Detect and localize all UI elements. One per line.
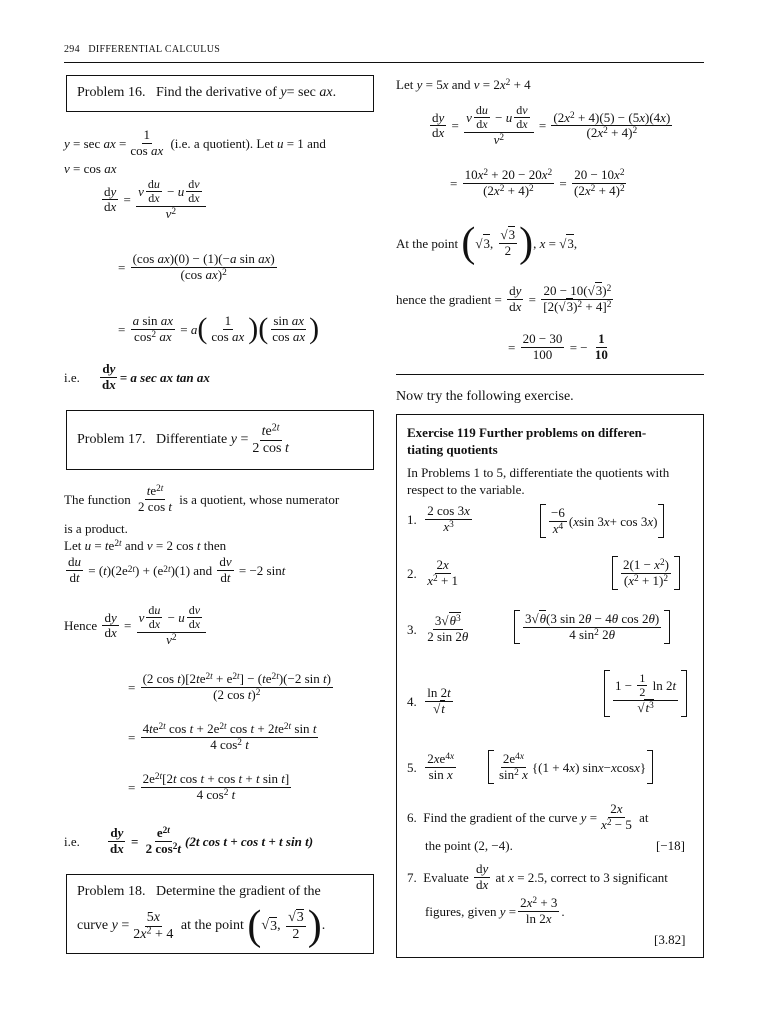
p16-result-text: = a sec ax tan ax [119,369,210,385]
p16-line1: y = sec ax = $\frac{1}{\text{cos ax}}$ (i.e. a quotient). Let u = 1 and [64,127,326,158]
and-text: and [307,135,326,151]
exercise-a6: [−18] [656,838,685,853]
problem-16-box [66,75,374,112]
exercise-a4: 1 − $\frac{1}{2}$ ln 2 t $√t^3$ [604,670,687,717]
ie-label: i.e. [64,369,80,385]
p17-step3: = $\frac{2e^{2t}[2t \cos t + \cos t + t \sin t]}{4 \cos^2 t}$ [128,771,290,802]
q-number: 4. [407,693,417,709]
p17-let-line: Let $u = te^{2t}$ and v = 2 cos t then [64,538,227,553]
var-ax: ax [319,85,333,100]
p16-quotient-rule: $\frac{dy}{dx}$ = v $\frac{du}{dx}$ − u $\frac{dv}{dx}$ $v^2$ [100,178,208,221]
exercise-q7: 7. Evaluate $\frac{dy}{dx}$ at x = 2.5, correct to 3 significant [407,861,668,892]
hence-gradient-text: hence the gradient [396,291,492,307]
p17-fn-line: The function $\frac{te^{2t}}{\text{2 cos t}}$ is a quotient, whose numerator [64,483,340,514]
q-number: 6. [407,809,417,825]
p17-hence: Hence $\frac{dy}{dx}$ = v $\frac{du}{dx}$ − u $\frac{dv}{dx}$ $v^2$ [64,604,208,647]
is-product: is a product. [64,521,128,536]
at-point-text: At the point [396,235,459,251]
exercise-q7-line2: figures, given y = $\frac{2x^2 + 3}{\ln 2x}$ . [425,895,565,926]
q-number: 5. [407,759,417,775]
q6-at: at [639,809,649,825]
q6-point: the point (2, −4). [425,838,513,853]
p16-v-def: v = cos ax [64,161,117,176]
problem-18-label: Problem 18. [77,884,146,899]
exercise-q3: 3. $\frac{3√\theta^3}{2 \sin 2\theta}$ [407,613,469,644]
exercise-q4: 4. $\frac{\ln 2t}{√t}$ [407,685,451,716]
let-text: Let [64,538,82,553]
problem-17-text: Differentiate [155,432,228,447]
right-gradient: hence the gradient = $\frac{dy}{dx}$ = $\frac{20 - 10(√3)^2}{[2(√3)^2 + 4]^2}$ [396,283,612,314]
problem-17-label: Problem 17. [77,432,146,447]
exercise-q1: 1. $\frac{2 \cos 3x}{x^3}$ [407,503,470,534]
p16-result: i.e. $\frac{dy}{dx}$ = a sec ax tan ax [64,361,210,392]
now-try-text: Now try the following exercise. [396,389,574,404]
p17-result: i.e. $\frac{dy}{dx}$ = $\frac{e^{2t}}{2 \cos^2t}$ (2t cos t + cos t + t sin t) [64,825,314,856]
header-title: DIFFERENTIAL CALCULUS [88,44,221,55]
right-step2: = $\frac{10x^2 + 20 - 20x^2}{(2x^2 + 4)^2}$ = $\frac{20 - 10x^2}{(2x^2 + 4)^2}$ [450,167,625,198]
exercise-title: Exercise 119 Further problems on differen- [407,425,647,440]
exercise-title-2: tiating quotients [407,442,498,457]
exercise-a5: $\frac{2e^{4x}}{\sin^2 x}$ {(1 + 4 x ) sin x − x cos x } [488,750,653,784]
let-text: Let [396,77,414,92]
fn-intro: The function [64,491,131,507]
var-y: y [280,85,287,100]
header-rule [64,62,704,63]
right-final: = $\frac{20 - 30}{100}$ = − $\frac{1}{10}$ [508,331,608,362]
ie-label: i.e. [64,833,80,849]
exercise-intro: In Problems 1 to 5, differentiate the quotients with respect to the variable. [407,465,670,497]
exercise-q6: 6. Find the gradient of the curve y = $\frac{2x}{x^2 - 5}$ at [407,801,649,832]
hence-text: Hence [64,618,98,634]
q6-text: Find the gradient of the curve [423,809,578,825]
problem-17-box: Problem 17. Differentiate y = $\frac{te^{2t}}{\text{2 cos t}}$ [66,410,374,470]
page-number: 294 [64,44,80,55]
eq-sec: = sec [286,85,316,100]
p17-derivs: $\frac{du}{dt}$ = ( t )(2e 2t ) + (e 2t )(1) and $\frac{dv}{dt}$ = −2 sin t [68,554,286,585]
curve-text: curve [77,918,109,933]
problem-16-label: Problem 16. [77,85,146,100]
p16-step2: = $\frac{\text{(cos ax)(0) − (1)(−a sin ax)}}{(\cos ax)^2}$ [118,251,275,282]
right-let-line: Let y = 5x and $v = 2x^2 + 4$ [396,77,531,92]
right-at-point: At the point ( √ 3 , $\frac{√3}{2}$ ) , x = √ 3 , [396,220,578,266]
frac-1-cosax: $\frac{1}{\text{cos ax}}$ [130,127,164,158]
exercise-q5: 5. $\frac{2xe^{4x}}{\text{sin x}}$ [407,751,455,782]
problem-18-text: Determine the gradient of the [155,884,321,899]
q-number: 1. [407,511,417,527]
exercise-a7: [3.82] [654,932,686,947]
p17-step2: = $\frac{4te^{2t} \cos t + 2e^{2t} \cos t + 2te^{2t} \sin t}{4 \cos^2 t}$ [128,721,317,752]
problem-16-text: Find the derivative of [155,85,277,100]
q7-at: at [495,869,505,885]
exercise-a2: $\frac{2(1 - x^2)}{(x^2 + 1)^2}$ [612,556,680,590]
exercise-a3: $\frac{\text{3√θ(3 sin 2θ − 4θ cos 2θ)}}{4 \sin^2 2\theta}$ [514,610,670,644]
and-text: and [124,538,144,553]
q7-evaluate: Evaluate [423,869,469,885]
q-number: 3. [407,621,417,637]
right-rule-line [396,374,704,375]
exercise-a1: $\frac{-6}{x^4}$ ( x sin 3 x + cos 3 x ) [540,504,664,538]
and-text: and [451,77,471,92]
exercise-q2: 2. $\frac{2x}{x^2 + 1}$ [407,557,459,588]
p17-step1: = $\frac{(2 \cos t)[2te^{2t} + e^{2t}] - (te^{2t})(-2 \sin t)}{(2 \cos t)^2}$ [128,671,331,702]
p16-step3: = $\frac{\text{a sin ax}}{\cos^2 ax}$ = a ( $\frac{1}{\text{cos ax}}$ ) ( $\frac{\text{sin ax}}{\text{cos ax}}$ ) [118,312,320,346]
q-number: 2. [407,565,417,581]
period: . [332,85,337,100]
then-text: then [203,538,227,553]
q-number: 7. [407,869,417,885]
fn-rest: is a quotient, whose numerator [179,491,340,507]
q7-rest: = 2.5, correct to 3 significant [517,869,668,885]
quotient-note: (i.e. a quotient). Let [170,135,274,151]
q7-given: figures, given [425,903,497,919]
page-header [64,44,220,55]
at-point-text: at the point [180,918,244,933]
problem-18-box: Problem 18. Determine the gradient of the curve y = $\frac{5x}{2x^2 + 4}$ at the point ( √ 3 , $\frac{√3}{2}$ ) . [66,874,374,954]
right-rule: $\frac{dy}{dx}$ = v $\frac{du}{dx}$ − u $\frac{dv}{dx}$ $v^2$ = $\frac{(2x^2 + 4)(5) - (5x)(4x)}{(2x^2 + 4)^2}$ [432,103,671,147]
